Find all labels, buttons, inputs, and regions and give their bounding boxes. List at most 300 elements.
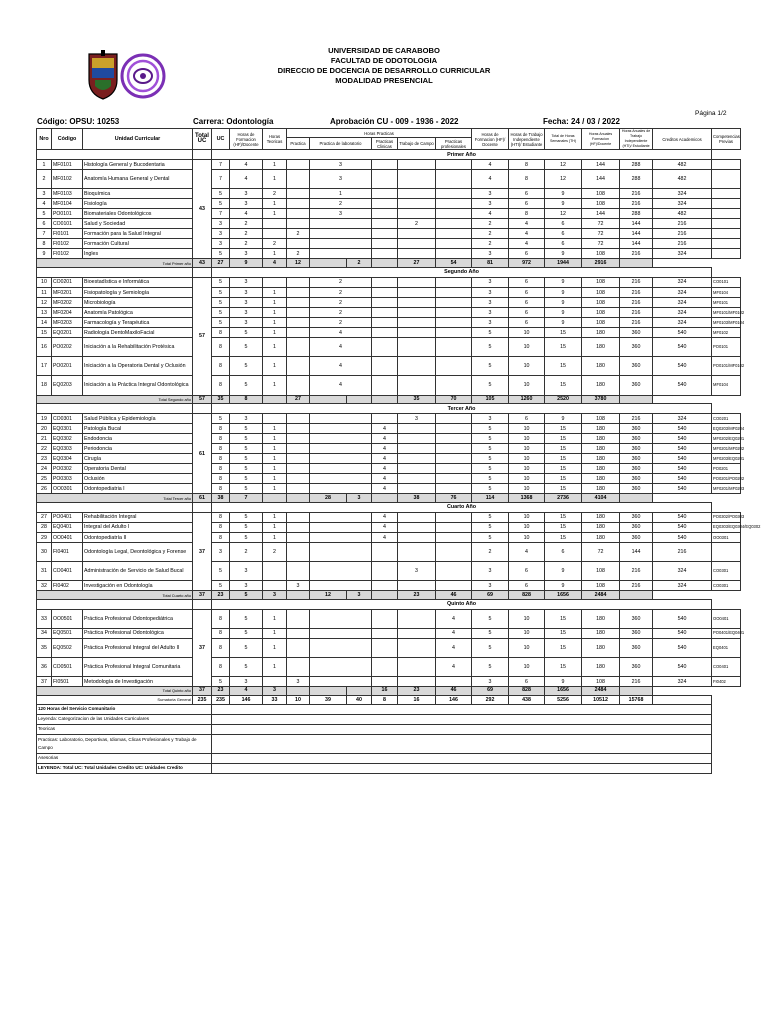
row-value: 8	[212, 338, 230, 357]
row-value: 360	[620, 444, 653, 454]
year-total-value: 2484	[582, 687, 620, 696]
row-value: 8	[212, 424, 230, 434]
row-unit-name: Anatomía Patológica	[83, 308, 193, 318]
row-value	[287, 338, 310, 357]
row-value: 360	[620, 338, 653, 357]
year-total-uc: 37	[193, 512, 212, 590]
row-value: 5	[472, 484, 509, 494]
row-value: 8	[212, 638, 230, 657]
year-total-value: 23	[398, 687, 436, 696]
row-value: 180	[582, 474, 620, 484]
row-value: 324	[653, 189, 712, 199]
row-value	[398, 638, 436, 657]
note-spacer	[212, 734, 712, 753]
general-total-value: 39	[310, 695, 347, 704]
row-value: 9	[545, 199, 582, 209]
row-value: 180	[582, 522, 620, 532]
row-value: 15	[545, 357, 582, 376]
row-value: 3	[212, 239, 230, 249]
row-number: 33	[37, 609, 52, 628]
row-value	[372, 677, 398, 687]
row-value	[372, 298, 398, 308]
general-total-value: 40	[347, 695, 372, 704]
row-value: 5	[212, 189, 230, 199]
row-value: 180	[582, 357, 620, 376]
row-number: 27	[37, 512, 52, 522]
year-total-value: 23	[212, 687, 230, 696]
row-unit-name: Bioquímica	[83, 189, 193, 199]
row-value	[436, 209, 472, 219]
row-competencias: OO0401	[712, 609, 741, 628]
row-value: 360	[620, 357, 653, 376]
row-code: MF0203	[52, 318, 83, 328]
row-value: 4	[372, 533, 398, 543]
row-practica-laboratorio	[310, 581, 372, 591]
row-number: 12	[37, 298, 52, 308]
row-value: 10	[509, 533, 545, 543]
row-practica-laboratorio: 2	[310, 318, 372, 328]
row-value: 5	[230, 338, 263, 357]
row-value: 180	[582, 658, 620, 677]
row-value	[436, 376, 472, 395]
row-value: 4	[472, 170, 509, 189]
table-row	[37, 484, 741, 494]
row-value: 1	[263, 484, 287, 494]
row-value: 72	[582, 229, 620, 239]
row-value: 1	[263, 209, 287, 219]
row-number: 14	[37, 318, 52, 328]
header-line-modality: MODALIDAD PRESENCIAL	[335, 76, 433, 85]
row-value	[287, 318, 310, 328]
row-value: 180	[582, 464, 620, 474]
row-value: 1	[263, 338, 287, 357]
row-value: 2	[263, 189, 287, 199]
row-value: 12	[545, 170, 582, 189]
year-total-value: 38	[212, 494, 230, 503]
row-value: 2	[230, 239, 263, 249]
row-value	[287, 474, 310, 484]
row-value: 1	[263, 454, 287, 464]
row-competencias	[712, 229, 741, 239]
row-code: EQ0303	[52, 444, 83, 454]
col-uc: UC	[212, 129, 230, 150]
row-value: 5	[230, 357, 263, 376]
row-number: 22	[37, 444, 52, 454]
row-value: 15	[545, 512, 582, 522]
row-value: 3	[287, 581, 310, 591]
row-value: 3	[472, 189, 509, 199]
row-value	[398, 434, 436, 444]
table-row	[37, 474, 741, 484]
row-competencias: EQ0401	[712, 638, 741, 657]
row-value	[372, 609, 398, 628]
row-value: 216	[620, 277, 653, 287]
row-value: 2	[263, 239, 287, 249]
row-value	[436, 424, 472, 434]
row-value: 10	[509, 328, 545, 338]
year-total-value	[287, 687, 310, 696]
row-value: 8	[212, 328, 230, 338]
row-value: 180	[582, 434, 620, 444]
row-value: 10	[509, 444, 545, 454]
row-value: 180	[582, 512, 620, 522]
year-total-value: 27	[398, 259, 436, 268]
year-total-value: 69	[472, 687, 509, 696]
year-total-value: 43	[193, 259, 212, 268]
row-competencias	[712, 249, 741, 259]
note-servicio: 120 Horas del Servicio Comunitario	[37, 704, 212, 714]
row-competencias	[712, 209, 741, 219]
year-total-value: 2916	[582, 259, 620, 268]
row-value: 7	[212, 170, 230, 189]
row-value	[436, 318, 472, 328]
row-value: 3	[472, 277, 509, 287]
row-value: 540	[653, 328, 712, 338]
row-value	[263, 414, 287, 424]
row-number: 11	[37, 288, 52, 298]
row-value	[372, 209, 398, 219]
row-competencias: CO0301	[712, 581, 741, 591]
row-number: 21	[37, 434, 52, 444]
row-number: 23	[37, 454, 52, 464]
row-value	[372, 562, 398, 581]
row-value: 216	[620, 288, 653, 298]
note-row	[37, 753, 741, 763]
row-value	[372, 318, 398, 328]
row-value: 4	[372, 474, 398, 484]
year-total-value	[287, 494, 310, 503]
row-value	[263, 562, 287, 581]
row-value: 6	[509, 677, 545, 687]
row-value: 6	[509, 298, 545, 308]
row-number: 18	[37, 376, 52, 395]
row-value: 5	[230, 464, 263, 474]
general-total-value: 16	[398, 695, 436, 704]
row-value: 4	[509, 543, 545, 562]
row-value: 1	[263, 170, 287, 189]
row-value: 5	[472, 464, 509, 474]
row-practica-laboratorio: 4	[310, 338, 372, 357]
row-value	[372, 239, 398, 249]
year-total-uc: 37	[193, 609, 212, 686]
year-total-value: 828	[509, 687, 545, 696]
row-value	[436, 229, 472, 239]
row-value: 360	[620, 628, 653, 638]
row-value: 3	[230, 308, 263, 318]
row-number: 3	[37, 189, 52, 199]
row-value: 5	[230, 512, 263, 522]
row-value: 108	[582, 414, 620, 424]
row-value: 180	[582, 628, 620, 638]
table-row	[37, 229, 741, 239]
table-row	[37, 658, 741, 677]
row-value	[287, 638, 310, 657]
table-row	[37, 533, 741, 543]
row-value: 5	[212, 199, 230, 209]
row-value: 5	[230, 328, 263, 338]
row-value: 4	[372, 434, 398, 444]
row-value: 6	[509, 308, 545, 318]
row-value: 360	[620, 512, 653, 522]
row-value: 15	[545, 454, 582, 464]
general-total-value: 33	[263, 695, 287, 704]
row-value: 3	[472, 298, 509, 308]
year-total-label: Total Segundo año	[37, 395, 193, 404]
general-total-value	[653, 695, 712, 704]
row-value	[287, 414, 310, 424]
row-value	[372, 199, 398, 209]
col-horas-anuales-trabajo: Horas Anuales de Trabajo Independiente (HTI)/ Estudiante	[620, 129, 653, 150]
row-value: 9	[545, 308, 582, 318]
row-value	[398, 298, 436, 308]
row-value: 180	[582, 376, 620, 395]
row-value	[436, 219, 472, 229]
row-value: 1	[263, 434, 287, 444]
row-unit-name: Metodología de Investigación	[83, 677, 193, 687]
row-code: CO0401	[52, 562, 83, 581]
carrera: Carrera: Odontología	[193, 117, 274, 126]
year-total-value: 4104	[582, 494, 620, 503]
row-unit-name: Odontopediatría II	[83, 533, 193, 543]
row-value: 5	[230, 522, 263, 532]
row-value: 3	[230, 199, 263, 209]
row-value: 15	[545, 328, 582, 338]
row-value: 324	[653, 318, 712, 328]
table-row	[37, 288, 741, 298]
row-value: 8	[212, 376, 230, 395]
row-value	[436, 160, 472, 170]
row-value	[436, 677, 472, 687]
row-value	[372, 414, 398, 424]
row-value: 360	[620, 454, 653, 464]
year-spacer	[37, 404, 193, 414]
table-row	[37, 209, 741, 219]
row-value: 5	[230, 424, 263, 434]
row-competencias: OO0301	[712, 533, 741, 543]
row-code: MF0202	[52, 298, 83, 308]
year-total-value: 3	[347, 494, 372, 503]
row-value: 15	[545, 376, 582, 395]
row-value: 540	[653, 609, 712, 628]
row-value: 216	[620, 581, 653, 591]
row-value: 10	[509, 434, 545, 444]
row-value: 72	[582, 219, 620, 229]
year-total-row	[37, 259, 741, 268]
row-practica-laboratorio	[310, 474, 372, 484]
table-row	[37, 376, 741, 395]
row-value: 5	[472, 474, 509, 484]
row-code: EQ0301	[52, 424, 83, 434]
general-total-value: 438	[509, 695, 545, 704]
row-value: 108	[582, 581, 620, 591]
row-value: 9	[545, 288, 582, 298]
row-value	[287, 562, 310, 581]
row-number: 37	[37, 677, 52, 687]
row-value: 5	[212, 677, 230, 687]
year-total-uc: 61	[193, 414, 212, 494]
general-total-value: 10	[287, 695, 310, 704]
row-value: 108	[582, 288, 620, 298]
row-competencias: CO0201	[712, 414, 741, 424]
row-value: 10	[509, 522, 545, 532]
row-value: 10	[509, 338, 545, 357]
row-value	[398, 474, 436, 484]
year-total-value: 23	[398, 591, 436, 600]
row-value: 3	[472, 677, 509, 687]
col-unidad: Unidad Curricular	[83, 129, 193, 150]
row-value: 216	[620, 414, 653, 424]
row-value	[287, 219, 310, 229]
year-total-label: Total Tercer año	[37, 494, 193, 503]
row-value: 1	[263, 474, 287, 484]
row-value: 180	[582, 638, 620, 657]
year-total-value: 35	[398, 395, 436, 404]
row-value	[263, 219, 287, 229]
row-value	[372, 189, 398, 199]
row-unit-name: Periodoncia	[83, 444, 193, 454]
row-value: 2	[287, 249, 310, 259]
year-label: Quinto Año	[212, 599, 712, 609]
row-value	[287, 308, 310, 318]
row-value: 5	[212, 288, 230, 298]
row-value: 1	[263, 308, 287, 318]
curriculum-table	[36, 128, 761, 774]
row-competencias: MF0104	[712, 288, 741, 298]
row-code: OO0401	[52, 533, 83, 543]
row-value: 360	[620, 464, 653, 474]
col-horas-formacion-docente: Horas de Formacion (HF)/Docente	[230, 129, 263, 150]
row-value: 324	[653, 414, 712, 424]
row-value	[372, 376, 398, 395]
general-total-value: 8	[372, 695, 398, 704]
row-number: 5	[37, 209, 52, 219]
row-competencias	[712, 160, 741, 170]
year-total-value	[620, 395, 653, 404]
row-value: 3	[472, 199, 509, 209]
row-competencias: PO0101/MF0102	[712, 357, 741, 376]
row-unit-name: Biomateriales Odontológicos	[83, 209, 193, 219]
row-value: 324	[653, 298, 712, 308]
row-value: 482	[653, 170, 712, 189]
row-value	[436, 454, 472, 464]
row-value	[436, 543, 472, 562]
year-total-value: 70	[436, 395, 472, 404]
header-line-university: UNIVERSIDAD DE CARABOBO	[328, 46, 440, 55]
row-value: 360	[620, 424, 653, 434]
row-value: 4	[372, 484, 398, 494]
row-unit-name: Investigación en Odontología	[83, 581, 193, 591]
row-value	[398, 328, 436, 338]
row-value	[398, 444, 436, 454]
row-value: 8	[212, 658, 230, 677]
row-value: 1	[263, 357, 287, 376]
fecha: Fecha: 24 / 03 / 2022	[543, 117, 620, 126]
year-total-value: 12	[287, 259, 310, 268]
row-value: 180	[582, 328, 620, 338]
col-practicas-clinicas: Practicas Clinicas	[372, 138, 398, 150]
header-line-faculty: FACULTAD DE ODOTOLOGIA	[330, 56, 438, 65]
row-value: 5	[472, 424, 509, 434]
row-unit-name: Patología Bucal	[83, 424, 193, 434]
row-value: 324	[653, 249, 712, 259]
note-teoricas: Teoricas	[37, 724, 212, 734]
table-row	[37, 628, 741, 638]
row-value: 216	[653, 239, 712, 249]
document-header	[0, 46, 768, 86]
row-value: 4	[509, 219, 545, 229]
row-practica-laboratorio	[310, 229, 372, 239]
note-row	[37, 724, 741, 734]
row-value: 3	[472, 581, 509, 591]
row-value: 3	[230, 277, 263, 287]
row-value: 3	[287, 677, 310, 687]
row-code: MF0102	[52, 170, 83, 189]
row-value	[398, 581, 436, 591]
row-value: 15	[545, 628, 582, 638]
table-row	[37, 454, 741, 464]
row-number: 6	[37, 219, 52, 229]
year-label: Segundo Año	[212, 267, 712, 277]
general-total-value: 15768	[620, 695, 653, 704]
row-unit-name: Odontopediatria I	[83, 484, 193, 494]
row-value: 4	[372, 464, 398, 474]
row-practica-laboratorio	[310, 444, 372, 454]
row-value: 4	[230, 160, 263, 170]
row-value: 5	[472, 328, 509, 338]
row-value	[398, 308, 436, 318]
row-value	[287, 543, 310, 562]
note-spacer	[212, 753, 712, 763]
row-value: 10	[509, 376, 545, 395]
row-value: 216	[620, 189, 653, 199]
row-value: 180	[582, 444, 620, 454]
row-value	[436, 562, 472, 581]
row-unit-name: Bioestadística e Informática	[83, 277, 193, 287]
row-value: 144	[620, 229, 653, 239]
year-total-value: 1656	[545, 591, 582, 600]
row-value: 482	[653, 209, 712, 219]
row-code: EQ0201	[52, 328, 83, 338]
row-value: 216	[620, 318, 653, 328]
row-value: 324	[653, 288, 712, 298]
col-nro: Nro	[37, 129, 52, 150]
col-codigo: Código	[52, 129, 83, 150]
row-value: 180	[582, 609, 620, 628]
row-code: EQ0401	[52, 522, 83, 532]
row-value: 5	[212, 414, 230, 424]
row-number: 25	[37, 474, 52, 484]
year-total-row	[37, 591, 741, 600]
year-total-value	[372, 591, 398, 600]
row-code: MF0201	[52, 288, 83, 298]
row-value: 1	[263, 464, 287, 474]
row-unit-name: Práctica Profesional Integral del Adulto II	[83, 638, 193, 657]
row-value: 3	[212, 229, 230, 239]
year-total-value: 38	[398, 494, 436, 503]
row-value: 4	[436, 628, 472, 638]
row-number: 36	[37, 658, 52, 677]
row-code: FI0102	[52, 239, 83, 249]
row-value	[287, 239, 310, 249]
year-total-value: 105	[472, 395, 509, 404]
row-value: 180	[582, 484, 620, 494]
row-value: 540	[653, 484, 712, 494]
col-horas-practicas: Horas Practicas	[287, 129, 472, 138]
table-row	[37, 638, 741, 657]
row-value: 6	[509, 288, 545, 298]
row-value: 216	[620, 562, 653, 581]
row-value: 144	[582, 170, 620, 189]
